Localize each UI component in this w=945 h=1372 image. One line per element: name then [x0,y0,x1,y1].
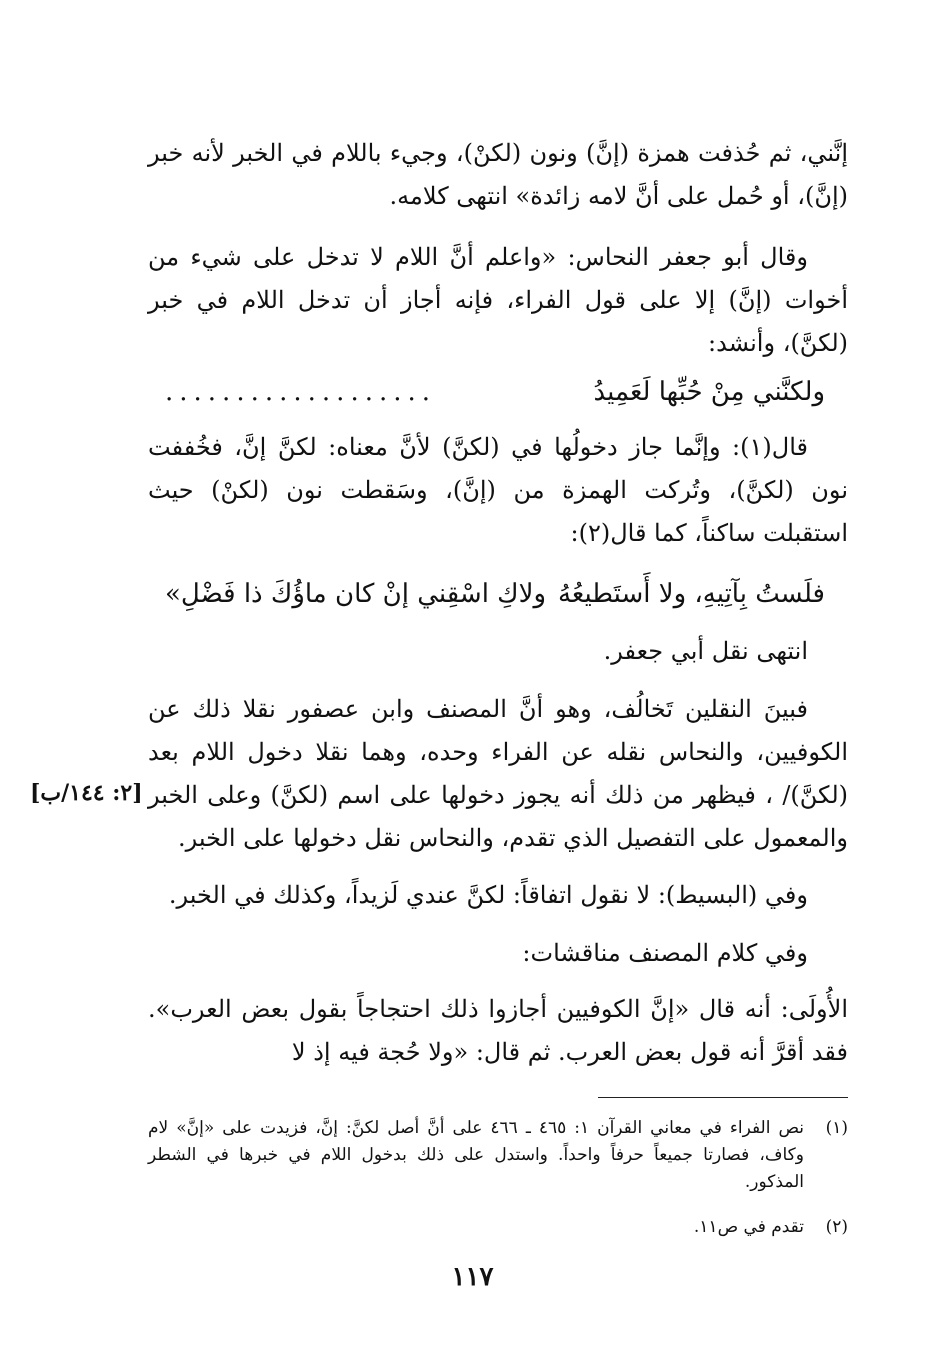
verse-first-hemistich: فلَستُ بِآتِيهِ، ولا أَستَطيعُهُ [557,579,825,609]
manuscript-folio-note: [٢: ١٤٤/ب] [30,780,143,806]
page-number: ١١٧ [451,1262,494,1292]
footnote-number: (٢) [825,1217,848,1237]
verse-second-hemistich: ولاكِ اسْقِني إنْ كان ماؤُكَ ذا فَضْلِ» [165,579,546,609]
footnote-1 [148,1115,848,1196]
verse-line-1 [165,372,825,412]
paragraph-nahhas-quote: وقال أبو جعفر النحاس: «واعلم أنَّ اللام لا تدخل على شيء من أخوات (إنَّ) إلا على قول الفراء، فإنه أجاز أن تدخل اللام في خبر (لكنَّ)، وأنشد: [148,243,848,357]
verse-line-2 [165,574,825,614]
paragraph-first-point: الأُولَى: أنه قال «إنَّ الكوفيين أجازوا ذلك احتجاجاً بقول بعض العرب». فقد أقرَّ أنه قول بعض العرب. ثم قال: «ولا حُجة فيه إذ لا [148,995,848,1066]
verse-omission-dots: ................... [165,377,437,407]
paragraph-discussions-heading: وفي كلام المصنف مناقشات: [522,939,808,967]
paragraph-two-reports: فبينَ النقلين تَخالُف، وهو أنَّ المصنف وابن عصفور نقلا ذلك عن الكوفيين، والنحاس نقله عن الفراء وحده، وهما نقلا دخول اللام بعد (لكنَّ)/ ، فيظهر من ذلك أنه يجوز دخولها على اسم (لكنَّ) وعلى الخبر والمعمول على التفصيل الذي تقدم، والنحاس نقل دخولها على الخبر. [148,695,849,852]
paragraph-basit: وفي (البسيط): لا نقول اتفاقاً: لكنَّ عندي لَزيداً، وكذلك في الخبر. [168,881,808,909]
footnote-text: نص الفراء في معاني القرآن ١: ٤٦٥ ـ ٤٦٦ على أنَّ أصل لكنَّ: إنَّ، فزيدت على «إنَّ» لام وكاف، فصارتا جميعاً حرفاً واحداً. واستدل على ذلك بدخول اللام في خبرها في الشطر المذكور. [148,1118,805,1192]
paragraph-end-quote: انتهى نقل أبي جعفر. [603,637,808,665]
paragraph-continuation: إنَّني، ثم حُذفت همزة (إنَّ) ونون (لكنْ)، وجيء باللام في الخبر لأنه خبر (إنَّ)، أو حُمل على أنَّ لامه زائدة» انتهى كلامه. [148,139,848,210]
footnote-text: تقدم في ص١١. [693,1217,804,1237]
footnote-separator [598,1097,848,1098]
paragraph-qala: قال(١): وإنَّما جاز دخولُها في (لكنَّ) لأنَّ معناه: لكنَّ إنَّ، فخُففت نون (لكنَّ)، وتُركت الهمزة من (إنَّ)، وسَقطت نون (لكنْ) حيث استقبلت ساكناً، كما قال(٢): [148,433,848,547]
footnote-2 [148,1214,848,1241]
footnote-number: (١) [825,1118,848,1138]
verse-hemistich: ولكنَّني مِنْ حُبِّها لَعَمِيدُ [593,377,825,407]
